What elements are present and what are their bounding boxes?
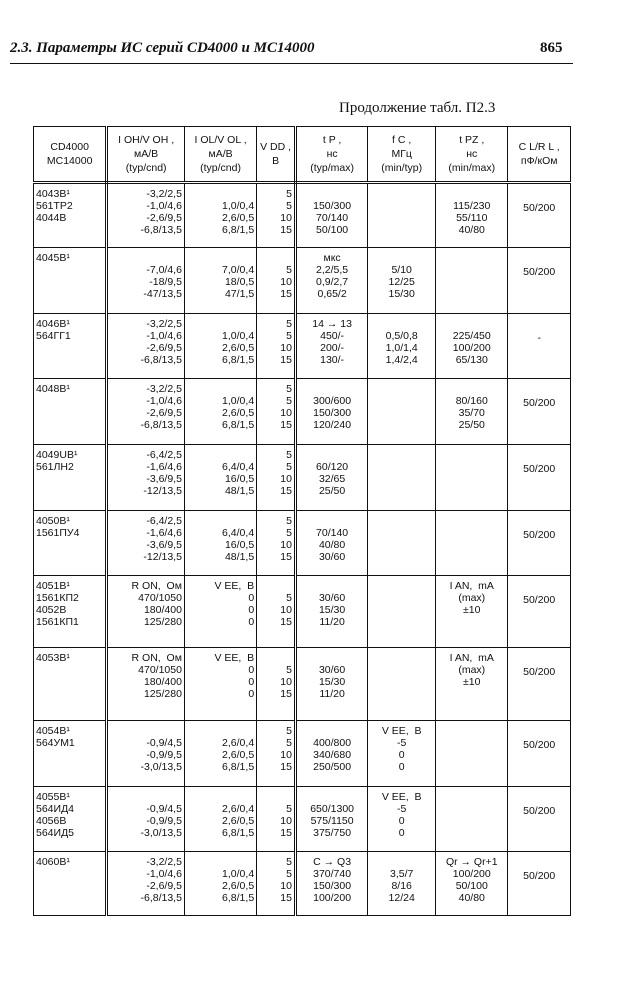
table-cell: 150/300 70/140 50/100 [295,183,367,248]
table-cell: V EE, В -5 0 0 [368,787,436,852]
table-cell: 4045B¹ [34,248,107,314]
table-row [34,576,571,648]
table-cell: 30/60 15/30 11/20 [295,648,367,721]
table-cell: 5 10 15 [257,248,296,314]
table-cell [368,511,436,576]
table-cell [436,445,508,511]
table-cell: 5 5 10 15 [257,511,296,576]
table-cell: 4060B¹ [34,852,107,916]
table-cell: 1,0/0,4 2,6/0,5 6,8/1,5 [184,314,256,379]
table-cell: 2,6/0,4 2,6/0,5 6,8/1,5 [184,721,256,787]
column-header: CD4000 МС14000 [34,127,107,183]
table-cell [436,787,508,852]
table-cell: -7,0/4,6 -18/9,5 -47/13,5 [107,248,185,314]
table-cell: -3,2/2,5 -1,0/4,6 -2,6/9,5 -6,8/13,5 [107,314,185,379]
table-row [34,445,571,511]
table-cell [368,445,436,511]
column-header: t PZ , нс (min/max) [436,127,508,183]
table-row [34,183,571,248]
table-cell: V EE, В 0 0 0 [184,576,256,648]
table-cell: I AN, mA (max) ±10 [436,648,508,721]
table-cell: 3,5/7 8/16 12/24 [368,852,436,916]
table-cell: 1,0/0,4 2,6/0,5 6,8/1,5 [184,379,256,445]
table-cell: 50/200 [508,379,571,445]
table-row [34,248,571,314]
table-cell: R ON, Ом 470/1050 180/400 125/280 [107,648,185,721]
table-cell: 5 10 15 [257,576,296,648]
table-header-row [34,127,571,183]
table-cell: 5 5 10 15 [257,379,296,445]
table-cell: -6,4/2,5 -1,6/4,6 -3,6/9,5 -12/13,5 [107,511,185,576]
table-cell: 5 5 10 15 [257,183,296,248]
table-cell: 14 → 13 450/- 200/- 130/- [295,314,367,379]
table-cell: 6,4/0,4 16/0,5 48/1,5 [184,445,256,511]
table-cell: 1,0/0,4 2,6/0,5 6,8/1,5 [184,183,256,248]
parameters-table [33,126,571,916]
table-cell: 50/200 [508,183,571,248]
table-cell [368,379,436,445]
table-cell: -0,9/4,5 -0,9/9,5 -3,0/13,5 [107,721,185,787]
column-header: C L/R L , пФ/кОм [508,127,571,183]
table-cell: 80/160 35/70 25/50 [436,379,508,445]
table-cell [368,648,436,721]
table-row [34,852,571,916]
table-row [34,787,571,852]
table-cell: 5 5 10 15 [257,314,296,379]
table-cell: 5 5 10 15 [257,445,296,511]
table-cell [436,721,508,787]
table-cell [436,511,508,576]
table-cell: 4054B¹ 564УМ1 [34,721,107,787]
table-cell: 650/1300 575/1150 375/750 [295,787,367,852]
table-cell: 5 10 15 [257,648,296,721]
page-number: 865 [540,40,563,56]
table-cell [368,576,436,648]
table-cell: 6,4/0,4 16/0,5 48/1,5 [184,511,256,576]
table-cell: 4051B¹ 1561КП2 4052B 1561КП1 [34,576,107,648]
table-cell: 50/200 [508,248,571,314]
table-row [34,721,571,787]
table-cell: 50/200 [508,445,571,511]
table-cell: R ON, Ом 470/1050 180/400 125/280 [107,576,185,648]
table-cell: C → Q3 370/740 150/300 100/200 [295,852,367,916]
table-cell: 2,6/0,4 2,6/0,5 6,8/1,5 [184,787,256,852]
table-cell: 0,5/0,8 1,0/1,4 1,4/2,4 [368,314,436,379]
column-header: t P , нс (typ/max) [295,127,367,183]
table-cell: 50/200 [508,787,571,852]
table-cell: 5 10 15 [257,787,296,852]
table-cell: 5 5 10 15 [257,852,296,916]
table-cell: 1,0/0,4 2,6/0,5 6,8/1,5 [184,852,256,916]
column-header: I OH/V OH , мА/В (typ/cnd) [107,127,185,183]
table-cell: 60/120 32/65 25/50 [295,445,367,511]
table-row [34,511,571,576]
table-cell: V EE, В -5 0 0 [368,721,436,787]
table-cell: I AN, mA (max) ±10 [436,576,508,648]
table-cell: 4053B¹ [34,648,107,721]
table-cell: 50/200 [508,511,571,576]
table-cell: V EE, В 0 0 0 [184,648,256,721]
table-cell: 4043B¹ 561ТР2 4044B [34,183,107,248]
table-cell [436,248,508,314]
table-cell: 4049UB¹ 561ЛН2 [34,445,107,511]
table-cell: -3,2/2,5 -1,0/4,6 -2,6/9,5 -6,8/13,5 [107,852,185,916]
table-row [34,648,571,721]
table-cell: 115/230 55/110 40/80 [436,183,508,248]
table-cell [368,183,436,248]
table-row [34,314,571,379]
section-title: 2.3. Параметры ИС серий CD4000 и МС14000 [10,40,315,56]
table-cell: 4048B¹ [34,379,107,445]
column-header: I OL/V OL , мА/В (typ/cnd) [184,127,256,183]
table-cell: -3,2/2,5 -1,0/4,6 -2,6/9,5 -6,8/13,5 [107,379,185,445]
table-cell: мкс 2,2/5,5 0,9/2,7 0,65/2 [295,248,367,314]
table-cell: 5/10 12/25 15/30 [368,248,436,314]
table-cell: 225/450 100/200 65/130 [436,314,508,379]
table-cell: -3,2/2,5 -1,0/4,6 -2,6/9,5 -6,8/13,5 [107,183,185,248]
table-cell: 4055B¹ 564ИД4 4056B 564ИД5 [34,787,107,852]
table-cell: - [508,314,571,379]
table-cell: 7,0/0,4 18/0,5 47/1,5 [184,248,256,314]
table-cell: 300/600 150/300 120/240 [295,379,367,445]
table-row [34,379,571,445]
table-cell: Qr → Qr+1 100/200 50/100 40/80 [436,852,508,916]
table-cell: -6,4/2,5 -1,6/4,6 -3,6/9,5 -12/13,5 [107,445,185,511]
table-cell: 50/200 [508,648,571,721]
table-cell: 400/800 340/680 250/500 [295,721,367,787]
table-cell: 50/200 [508,852,571,916]
table-cell: 30/60 15/30 11/20 [295,576,367,648]
header-rule [10,63,573,64]
column-header: f C , МГц (min/typ) [368,127,436,183]
table-cell: 5 5 10 15 [257,721,296,787]
column-header: V DD , В [257,127,296,183]
table-cell: 4050B¹ 1561ПУ4 [34,511,107,576]
table-cell: 50/200 [508,576,571,648]
table-cell: 50/200 [508,721,571,787]
table-cell: 4046B¹ 564ГГ1 [34,314,107,379]
table-cell: 70/140 40/80 30/60 [295,511,367,576]
table-continuation-caption: Продолжение табл. П2.3 [339,100,496,116]
table-cell: -0,9/4,5 -0,9/9,5 -3,0/13,5 [107,787,185,852]
